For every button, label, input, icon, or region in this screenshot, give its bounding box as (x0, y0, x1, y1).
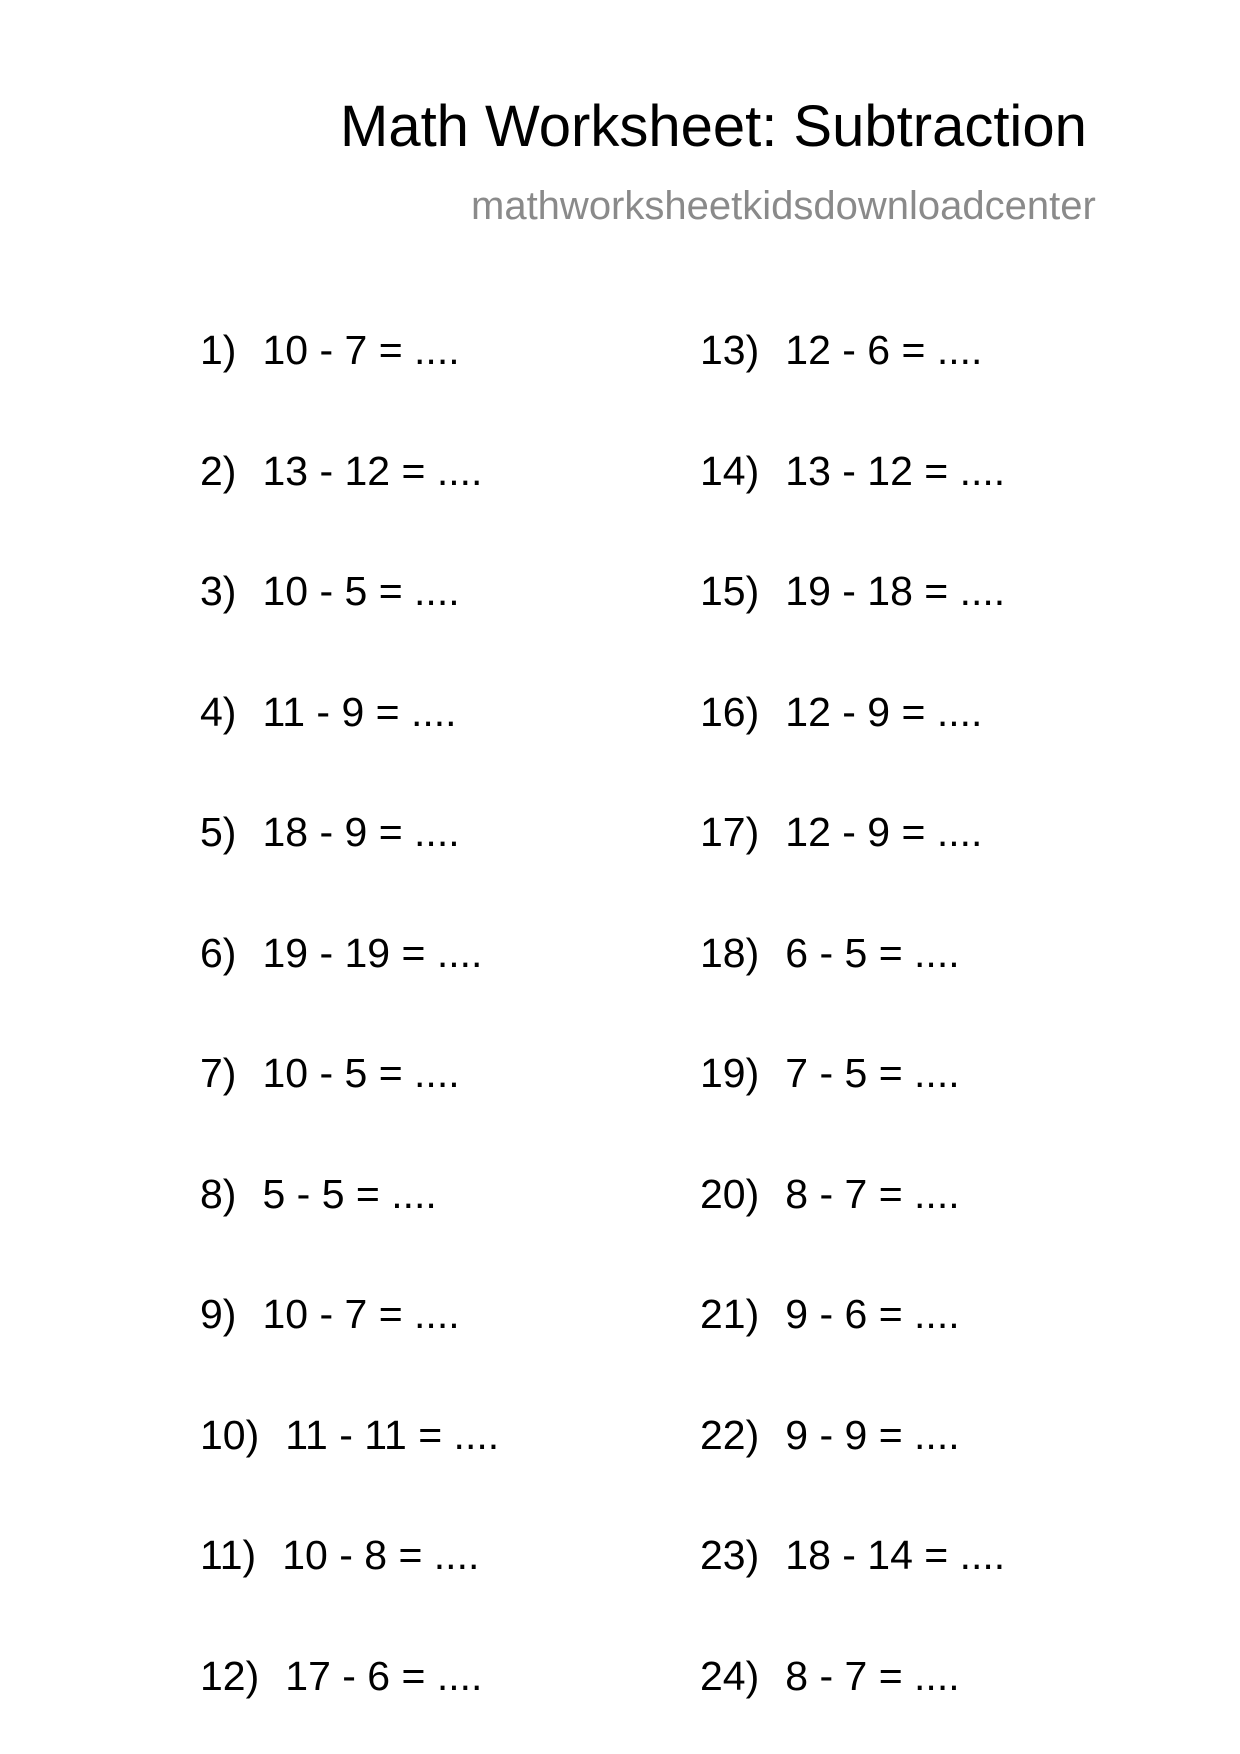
problem-number: 18) (700, 929, 760, 976)
problem-item (700, 561, 1005, 621)
problem-expression: 12 - 9 = .... (785, 688, 983, 735)
problem-expression: 10 - 8 = .... (282, 1532, 480, 1578)
problem-number: 22) (700, 1411, 760, 1458)
problem-item (200, 320, 460, 380)
problem-item (700, 802, 982, 862)
site-name: mathworksheetkidsdownloadcenter (471, 184, 1096, 228)
problem-expression: 5 - 5 = .... (262, 1170, 437, 1217)
problem-item (200, 1405, 499, 1465)
problem-item (200, 1646, 482, 1706)
problem-item (200, 1525, 479, 1585)
problem-item (200, 682, 457, 742)
problem-number: 15) (700, 568, 760, 614)
problem-expression: 19 - 18 = .... (785, 568, 1006, 614)
problem-number: 20) (700, 1170, 760, 1217)
problem-item (700, 682, 982, 742)
problem-item (700, 1646, 960, 1706)
problem-number: 5) (200, 809, 237, 855)
problem-number: 12) (200, 1652, 260, 1699)
problem-number: 2) (200, 447, 237, 494)
problem-item (700, 1284, 960, 1344)
problem-item (700, 1405, 960, 1465)
problem-expression: 10 - 7 = .... (262, 1291, 460, 1337)
problem-expression: 8 - 7 = .... (785, 1170, 960, 1217)
problem-expression: 12 - 6 = .... (785, 327, 983, 373)
problem-number: 24) (700, 1652, 760, 1699)
problem-item (700, 1043, 960, 1103)
problem-item (700, 441, 1005, 501)
problem-expression: 7 - 5 = .... (785, 1050, 960, 1096)
problem-expression: 18 - 14 = .... (785, 1532, 1006, 1578)
problem-expression: 10 - 7 = .... (262, 327, 460, 373)
problem-expression: 12 - 9 = .... (785, 809, 983, 855)
problem-item (700, 320, 982, 380)
problem-item (200, 802, 460, 862)
problem-item (200, 1164, 437, 1224)
problem-expression: 13 - 12 = .... (262, 447, 483, 494)
problem-number: 10) (200, 1411, 260, 1458)
problem-item (700, 1164, 960, 1224)
problem-item (700, 923, 960, 983)
problem-number: 17) (700, 809, 760, 855)
problem-number: 6) (200, 929, 237, 976)
problem-number: 19) (700, 1050, 760, 1096)
problem-expression: 11 - 9 = .... (262, 688, 457, 735)
problem-item (200, 923, 482, 983)
problem-expression: 11 - 11 = .... (285, 1411, 500, 1458)
problem-number: 4) (200, 688, 237, 735)
problem-expression: 8 - 7 = .... (785, 1652, 960, 1699)
problem-number: 9) (200, 1291, 237, 1337)
problem-item (700, 1525, 1005, 1585)
problem-number: 11) (200, 1532, 257, 1578)
problem-expression: 6 - 5 = .... (785, 929, 960, 976)
problem-item (200, 441, 482, 501)
problem-expression: 10 - 5 = .... (262, 568, 460, 614)
problem-expression: 9 - 9 = .... (785, 1411, 960, 1458)
problem-number: 16) (700, 688, 760, 735)
problem-expression: 13 - 12 = .... (785, 447, 1006, 494)
problem-item (200, 1284, 460, 1344)
problem-number: 23) (700, 1532, 760, 1578)
problem-number: 1) (200, 327, 237, 373)
problem-item (200, 561, 460, 621)
problem-expression: 9 - 6 = .... (785, 1291, 960, 1337)
problem-number: 3) (200, 568, 237, 614)
problem-expression: 10 - 5 = .... (262, 1050, 460, 1096)
problem-number: 13) (700, 327, 760, 373)
problem-expression: 17 - 6 = .... (285, 1652, 483, 1699)
problem-number: 7) (200, 1050, 237, 1096)
problem-item (200, 1043, 460, 1103)
problem-number: 21) (700, 1291, 760, 1337)
problem-number: 14) (700, 447, 760, 494)
page-title: Math Worksheet: Subtraction (340, 94, 1087, 159)
problem-expression: 19 - 19 = .... (262, 929, 483, 976)
problem-number: 8) (200, 1170, 237, 1217)
problem-expression: 18 - 9 = .... (262, 809, 460, 855)
